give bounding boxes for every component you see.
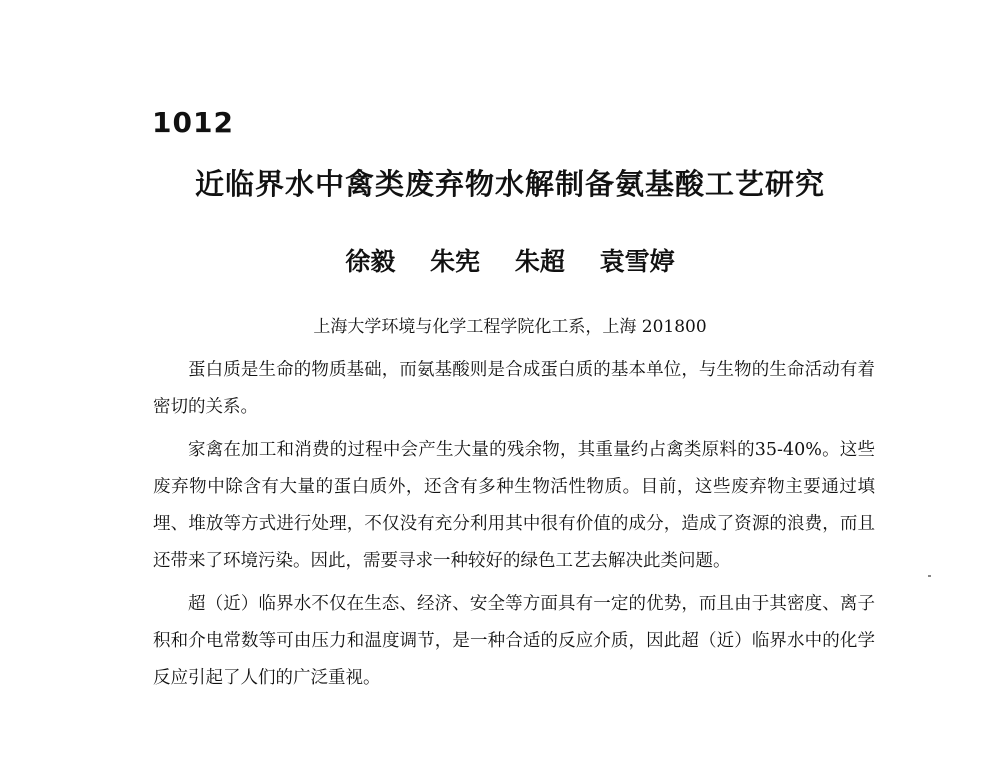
affiliation: 上海大学环境与化学工程学院化工系，上海 201800: [313, 317, 707, 337]
author-name: 朱超: [514, 247, 565, 276]
author-name: 徐毅: [345, 247, 396, 276]
paragraph: 家禽在加工和消费的过程中会产生大量的残余物，其重量约占禽类原料的35-40%。这些废弃物中除含有大量的蛋白质外，还含有多种生物活性物质。目前，这些废弃物主要通过填埋、堆放等方式进行处理，不仅没有充分利用其中很有价值的成分，造成了资源的浪费，而且还带来了环境污染。因此，需要寻求一种较好的绿色工艺去解决此类问题。: [153, 440, 875, 571]
author-list: [150, 242, 870, 278]
scan-speck: [928, 575, 931, 577]
paper-id: 1012: [152, 106, 234, 139]
author-name: 朱宪: [430, 247, 481, 276]
paragraph: 超（近）临界水不仅在生态、经济、安全等方面具有一定的优势，而且由于其密度、离子积和介电常数等可由压力和温度调节，是一种合适的反应介质，因此超（近）临界水中的化学反应引起了人们的广泛重视。: [153, 594, 875, 688]
paragraph: 蛋白质是生命的物质基础，而氨基酸则是合成蛋白质的基本单位，与生物的生命活动有着密切的关系。: [153, 360, 875, 417]
body-text: [153, 352, 875, 703]
paper-title: 近临界水中禽类废弃物水解制备氨基酸工艺研究: [194, 167, 825, 201]
author-name: 袁雪婷: [599, 247, 675, 276]
